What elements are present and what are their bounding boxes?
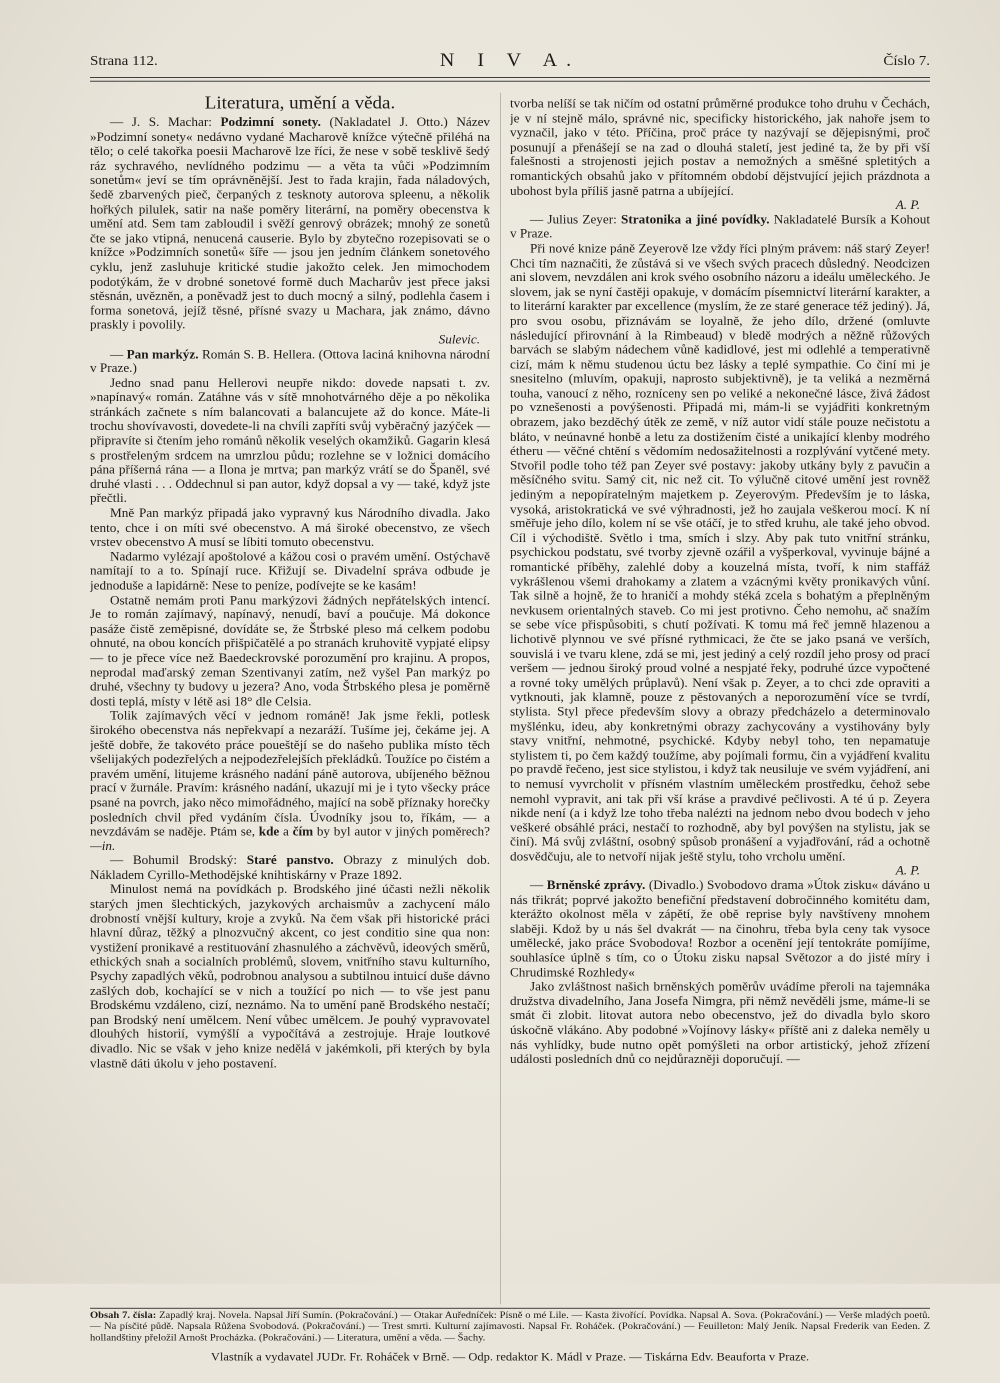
review-subtitle: (Divadlo.) Svobodovo drama »Útok zisku« dáváno u nás třikrát; poprvé jakožto benefiční představení dobročinného komitétu dam, kterážto okolnost měla v zápětí, že obě reprise byly navštíveny mnohem slaběji. Kdož by u nás šel dvakrát — na činohru, třeba byla ceny tak vysoce umělecké, jako práce Svobodova! Rozbor a ocenění její tentokráte pomíjíme, souhlasíce úplně s tím, co o Útoku zisku napsal Světozor a do jisté míry i Chrudimské Rozhledy« [510,878,930,979]
review-title: Pan markýz. [126,346,199,361]
review-title: Staré panstvo. [246,853,334,868]
review-lead: — [530,878,547,893]
review-lead: — Bohumil Brodský: [110,853,247,868]
review-zeyer [510,212,930,241]
review-paragraph: Minulost nemá na povídkách p. Brodského jiné účasti nežli několik starých jmen šlechtických, jazykových archaismův a zachycení málo drobností vnější kultury, kroje a zvyků. Na čem však při historické práci hlavní důraz, těžký a plnozvučný akcent, co jest conditio sine qua non: vystižení pronikavé a restituování zhasnulého a záchvěvů, ideových směrů, ethických snah a socialních problémů, slovem, vnitřního stavu kulturního, Psychy zapadlých věků, podrobnou analysou a subtilnou intuicí duše dávno zašlých dob, kochající se v nich a toužící po nich — to vše jest panu Brodskému vzdáleno, cizí, neznámo. Na to umění paně Brodského nestačí; pan Brodský není umělcem. Není vůbec umělcem. Je pouhý vypravovatel dlouhých historií, vymýšlí a vypočítává a zestrojuje. Hraje loutkové divadlo. Nic se však v jeho knize nedělá v jakémkoli, při kterých by byla vlastně dáti úkolu v jeho postavení. [90,882,490,1070]
header-rule-thin [90,81,930,82]
journal-title: N I V A. [439,50,581,71]
review-signature: A. P. [895,197,920,212]
right-column [510,97,930,1331]
left-column [90,93,490,1327]
review-signature: A. P. [895,863,920,878]
section-title: Literatura, umění a věda. [204,93,396,114]
column-divider [500,93,501,1304]
review-signature: Sulevic. [438,332,480,347]
review-subtitle: Román S. B. Hellera. (Ottova laciná knihovna národní v Praze.) [90,346,490,376]
review-publisher: (Nakladatel J. Otto.) [320,115,448,130]
emphasis: čím [292,824,314,839]
review-paragraph: Při nové knize páně Zeyerově lze vždy říci plným právem: náš starý Zeyer! Chci tím naznačiti, že zůstává si ve všech svých pracech důsledný. Neodcizen ani slovem, nevzdálen ani krok svého osobního názoru a ideálu uměleckého. Je slovem, jak se nyní častěji opakuje, v domácím písemnictví literární karakter, a to literární karakter par excellence (myslím, že ze staré generace též jediný). Já, pro svou osobu, přiznávám se loyalně, že jeho dílo, držené (omluvte následující přirovnání à la Rimbeaud) v bledě modrých a něžně růžových barvách se slabým nádechem vůně kadidlové, jest mi odlehlé a temperativně cizí, mám k němu studenou úctu bez lásky a teplé sympathie. Co činí mi je snesitelno (mluvím, opakuji, naprosto subjektivně), je ta veliká a nezměrná touha, vanoucí z něho, rozníceny sen po veliké a nekonečné lásce, živá žádost po vznešenosti a povýšenosti. Připadá mi, mám-li se vyjádřiti konkretným obrazem, jako bezděchý útěk ze země, v níž autor vidí stále pouze nečistotu a bláto, v neúnavné honbě a letu za dostižením čisté a unikající klenby modrého étheru — věčné chtění s vědomím nedosažitelnosti a rozplývání vytčené mety. Stvořil podle toho též pan Zeyer své postavy: jakoby utkány byly z pavučin a měsíčného svitu. Samý cit, nic než cit. To výlučně citové umění jest rovněž jediným a nepopíratelným majetkem p. Zeyerovým. Především je to láska, vysoká, aristokratická ve své výhradnosti, jež ho zaujala veškerou mocí. K ní směřuje jeho dílo, kolem ní se vše otáčí, je to střed kruhu, ale také jeho obvod. Cíl i východiště. Světlo i tma, smích i slzy. Aby pak tuto vnitřní stránku, psychickou podstatu, své tvorby zjevně ozářil a vyšperkoval, vyvinuje bájné a romantické příběhy, zalehlé doby a kouzelná místa, tvoří, k nim staffáž vykrášlenou všemi drahokamy a zlatem a vzácnými květy pronikavých vůní. Tak silně a hojně, že to hraničí a mohdy stéká zcela s bohatým a přeplněným nevkusem orientalných staveb. Co mi jest protivno. Čeho nemohu, ač snažím se sebe více přispůsobiti, s chutí požívati. K tomu má řeč jemně hlazenou a lichotivě plynnou ve své přísné rythmicaci, že čte se jako psaná ve verších, souvislá i ve tvaru klene, zdá se mi, jest jediný a celý rozdíl jeho prosy od prací veršem — jednou široký proud volné a nespjaté řeky, podruhé úzce vypočtené a rovné toky umělých průplavů). Není však p. Zeyer, a to chci zde opraviti a vytknouti, jak klamně, pouze z pěstovaných a neporozumění více se tvrdí, stylista. Styl přece především slovy a obrazy předcházelo a determinovalo myšlénku, ideu, aby konkretnými obrazy zachycovány a vystihovány byly stavy vnitřní, nehmotné, psychické. Kdyby nebyl toho, ten nepamatuje stylistem ti, po čem každý toužíme, aby pojímali formu, čin a vyjádření kvalitu po pravdě řečeno, jest sice stylistou, i když tak neusiluje ve svém vyjádření, ani to nemusí vyvrcholit v přísném vlastním uměleckém prostředku, čehož sebe nemohl vypravit, ani tak při vší kráse a pravdivé pečlivosti. A té ú p. Zeyera nikde není (a i když lze toho třeba nalézti na jednom nebo dvou bodech v jeho veškeré obsáhlé práci, nestačí to rozhodně, aby byl povýšen na stylistu, jak se činí). Má svůj zvláštní, osobný spůsob pronášení a vyjadřování, rád a ochotně dosvědčuju, ale to netvoří nijak ještě stylu, toho vrcholu umění. [510,241,930,864]
imprint: Vlastník a vydavatel JUDr. Fr. Roháček v Brně. — Odp. redaktor K. Mádl v Praze. — Tiskárna Edv. Beauforta v Praze. [210,1350,810,1364]
review-subtitle: Obrazy z minulých dob. Nákladem Cyrillo-Methodějské knihtiskárny v Praze 1892. [90,853,490,882]
review-paragraph: Nadarmo vylézají apoštolové a kážou cosi o pravém umění. Ostýchavě namítají to a to. Spínají ruce. Křižují se. Divadelní správa odbude je jednoduše a lapidárně: Nese to peníze, podívejte se ke kasám! [90,549,490,593]
review-paragraph: Jedno snad panu Hellerovi neupře nikdo: dovede napsati t. zv. »napínavý« román. Zatáhne vás v sítě mnohotvárného děje a po několika stránkách začnete s ním balancovati a balancujete až do konce. Máte-li trochu shovívavosti, dovedete-li na chvíli zapříti svůj vyběračný jazýček — připravíte si čtením jeho románů několik veselých okamžiků. Gagarin klesá s prostřeleným srdcem na umrzlou půdu; rozlehne se v ložnici domácího pána příšerná rána — a Ilona je mrtva; pan markýz vrátí se do Španěl, své druhé vlasti . . . Oddechnul si pan autor, když dopsal a vy — také, když jste přečtli. [90,375,490,506]
review-text: by byl autor v jiných poměrech? [313,824,490,839]
review-lead: — Julius Zeyer: [530,212,622,227]
table-of-contents [90,1311,930,1344]
review-paragraph: Ostatně nemám proti Panu markýzovi žádných nepřátelských intencí. Je to román zajímavý, napínavý, nenudí, baví a poučuje. Má dokonce pasáže čistě zeměpisné, dovídáte se, že Štrbské pleso má celkem podobu ohnuté, na obou koncích přišpičatělé a po stranách kruhovitě vypjaté elipsy — to je přece více než Baedeckrovské porozumění pro krajinu. A propos, neprodal maďarský zeman Szentivanyi zatím, než vyšel Pan markýz po druhé, všechny ty budovy u jezera? Ano, voda Štrbského plesa je poměrně dosti teplá, místy v létě asi 18° dle Celsia. [90,592,490,708]
header-rule [90,77,930,78]
review-paragraph: Mně Pan markýz připadá jako vypravný kus Národního divadla. Jako tento, chce i on míti své obecenstvo. A má široké obecenstvo, ze všech vrstev obecenstvo A musí se líbiti tomuto obecenstvu. [90,505,490,549]
contents-label: Obsah 7. čísla: [90,1310,160,1321]
review-paragraph: Jako zvláštnost našich brněnských poměrův uvádíme přeroli na tajemnáka družstva divadelního, Jana Josefa Nimgra, při němž nevěděli jsme, máme-li se smát či zlobit. litovat autora nebo obecenstvo, jež do divadla bylo skoro úskočně vlákáno. Aby podobné »Vojínovy lásky« příště ani z daleka neměly u nás vyhlídky, bude nutno opět pomýšleti na orbor artistický, jehož zřízení události posledních dnů co nejdůrazněji doporučují. — [510,979,930,1066]
issue-number: Číslo 7. [883,53,930,69]
review-paragraph [90,709,490,854]
review-signature: —in. [90,838,116,853]
page-number: Strana 112. [90,53,158,69]
review-brno [510,878,930,979]
review-lead: — [110,346,127,361]
review-title: Brněnské zprávy. [546,878,646,893]
review-title: Stratonika a jiné povídky. [621,212,770,227]
review-brodsky [90,853,490,882]
emphasis: kde [258,824,280,839]
footer-rule [90,1308,930,1309]
review-text: a [279,824,293,839]
review-title: Podzimní sonety. [220,115,321,130]
contents-text: Zapadlý kraj. Novela. Napsal Jiří Sumín. (Pokračování.) — Otakar Auředníček: Písně o mé Lile. — Kasta živořící. Povídka. Napsal A. Sova. (Pokračování.) — Verše mladých poetů. — Na písčité půdě. Napsala Růžena Svobodová. (Pokračování.) — Trest smrti. Kulturní zajímavosti. Napsal Fr. Roháček. (Pokračování.) — Feuilleton: Malý Jeník. Napsal Frederik van Eeden. Z hollandštiny přeložil Arnošt Procházka. (Pokračování.) — Literatura, umění a věda. — Šachy. [90,1310,931,1344]
page-header [90,52,930,78]
review-text: Tolik zajímavých věcí v jednom románě! Jak jsme řekli, potlesk širokého obecenstva nás nepřekvapí a nezaráží. Tušíme jej, čekáme jej. A ještě dobře, že takovéto práce poueštějí se do našeho publika místo těch všelijakých podezřelých a nejpodezřelejších překládků. Toužíce po čistém a pravém umění, litujeme krásného nadání páně autorova, ubíjeného běžnou prací v žurnále. Pravím: krásného nadání, ukazují mi je i tyto všecky práce psané na povrch, jako něco mimořádného, mající na sobě příznaky horečky posledních chvil před vydáním čísla. Úvodníky jsou to, říkám, — a nevzdávám se naděje. Ptám se, [90,708,490,839]
continued-text: tvorba nelíší se tak ničím od ostatní průměrné produkce toho druhu v Čechách, je v ní stejně málo, správné nic, specificky historického, jak nahoře jsem to vyznačil, jako v této. Příčina, proč práce ty nazývají se dějepisnými, proč posunují a přenášejí se na zad o dlouhá staletí, jest jediné ta, že by při vší falešnosti a strojenosti jejich postav a nemožných a směšné spletitých a romantických obsahů jako v přítomném období dějstvující jejich prázdnota a ubohost byla příliš jasně patrna a ubíjející. [510,96,930,198]
review-subtitle: Nakladatelé Bursík a Kohout v Praze. [510,212,930,241]
review-lead: — J. S. Machar: [110,115,221,130]
review-heller [90,347,490,376]
review-text: Název »Podzimní sonety« nedávno vydané Macharově knížce výtečně přiléhá na tělo; o celé takořka poesii Macharově lze říci, že nese v sobě tesklivě šedý ráz sychravého, nevlídného podzimu — a věta ta vůči »Podzimním sonetům« jeví se tím oprávněnější. Jest to řada krajin, řada náladových, šedě zbarvených pieč, čerpaných z tesknoty autorova spleenu, a několik hořkých pilulek, satir na naše poměry literární, na poměry obecenstva k umění atd. Sem tam zabloudil i svěží genrový obrázek; mnohý ze sonetů čte se jako vtipná, nenucená causerie. Bylo by zbytečno rozepisovati se o knížce »Podzimních sonetů« šíře — jsou jen jedním článkem sonetového cyklu, jenž zasluhuje kritické studie jakožto celek. Jen mimochodem podotýkám, že v drobné sonetové formě duch Macharův jest přece jaksi stěsnán, uvězněn, a poněvadž jest to duch mocný a silný, podlehla časem i forma sonetová, jejíž těsné, přísné svazy u Machara, jak známo, dávno praskly i povolily. [90,115,490,332]
review-machar [90,115,490,332]
